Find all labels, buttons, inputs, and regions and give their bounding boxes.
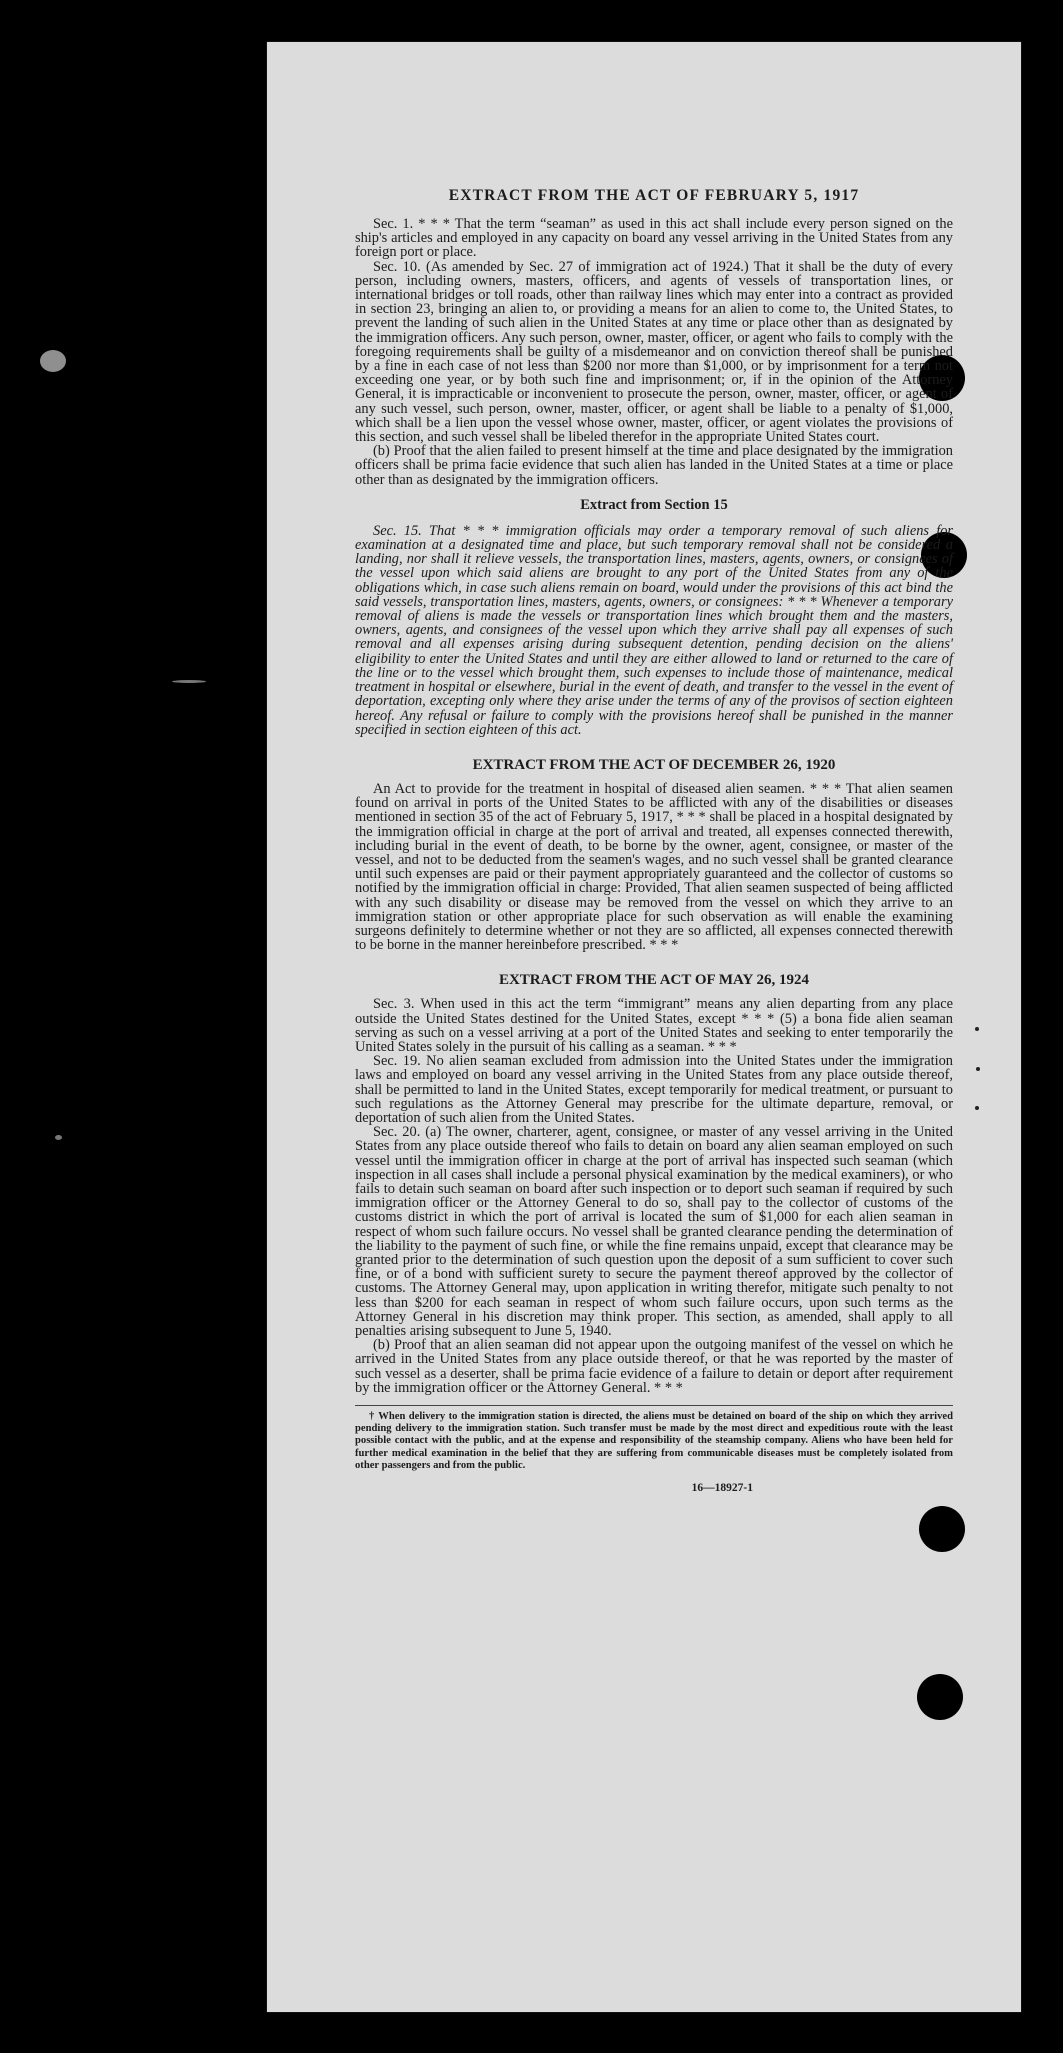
paragraph-1924-sec3: Sec. 3. When used in this act the term “immigrant” means any alien departing from any place outside the United States destined for the United States, except * * * (5) a bona fide alien seaman serving as such on a vessel arriving at a port of the United States and seeking to enter temporarily the United States solely in the pursuit of his calling as a seaman. * * * xyxy=(355,996,953,1055)
punch-hole xyxy=(919,1506,965,1552)
heading-section-15: Extract from Section 15 xyxy=(580,496,728,513)
punch-hole xyxy=(917,1674,963,1720)
footnote-divider xyxy=(355,1405,953,1406)
paragraph-1917-sec10: Sec. 10. (As amended by Sec. 27 of immigration act of 1924.) That it shall be the duty of every person, including owners, masters, officers, and agents of vessels of transportation lines, or international bridges or toll roads, other than railway lines which may enter into a contract as provided in section 23, bringing an alien to, or providing a means for an alien to come to, the United States, to prevent the landing of such alien in the United States at any time or place other than as designated by the immigration officers. Any such person, owner, master, officer, or agent who fails to comply with the foregoing requirements shall be guilty of a misdemeanor and on conviction thereof shall be punished by a fine in each case of not less than $200 nor more than $1,000, or by imprisonment for a term not exceeding one year, or by both such fine and imprisonment; or, if in the opinion of the Attorney General, it is impracticable or inconvenient to prosecute the person, owner, master, officer, or agent of any such vessel, such person, owner, master, officer, or agent shall be liable to a penalty of $1,000, which shall be a lien upon the vessel whose owner, master, officer, or agent violates the provisions of this section, and such vessel shall be libeled therefor in the appropriate United States court. xyxy=(355,258,953,446)
form-number: 16—18927-1 xyxy=(691,1482,753,1495)
paragraph-1917-sec1: Sec. 1. * * * That the term “seaman” as used in this act shall include every person signed on the ship's articles and employed in any capacity on board any vessel arriving in the United States from any foreign port or place. xyxy=(355,216,953,261)
heading-act-1920: EXTRACT FROM THE ACT OF DECEMBER 26, 1920 xyxy=(472,756,836,773)
document-body xyxy=(355,187,953,1494)
mark-dot xyxy=(976,1067,980,1071)
paragraph-1920: An Act to provide for the treatment in hospital of diseased alien seamen. * * * That alien seamen found on arrival in ports of the United States to be afflicted with any of the disabilities or diseases mentioned in section 35 of the act of February 5, 1917, * * * shall be placed in a hospital designated by the immigration official in charge at the port of arrival and treated, all expenses connected therewith, including burial in the event of death, to be borne by the owner, agent, consignee, or master of the vessel, and not to be deducted from the seamen's wages, and no such vessel shall be granted clearance until such expenses are paid or their payment appropriately guaranteed and the collector of customs so notified by the immigration official in charge: Provided, That alien seamen suspected of being afflicted with any such disability or disease may be removed from the vessel on which they arrive to an immigration station or other appropriate place for such observation as will enable the examining surgeons definitely to determine whether or not they are so afflicted, all expenses connected therewith to be borne in the manner hereinbefore prescribed. * * * xyxy=(355,780,953,954)
heading-act-1924: EXTRACT FROM THE ACT OF MAY 26, 1924 xyxy=(498,972,810,989)
paragraph-1924-sec19: Sec. 19. No alien seaman excluded from admission into the United States under the immigration laws and employed on board any vessel arriving in the United States from any place outside thereof, shall be permitted to land in the United States, except temporarily for medical treatment, or pursuant to such regulations as the Attorney General may prescribe for the ultimate departure, removal, or deportation of such alien from the United States. xyxy=(355,1053,953,1126)
document-page xyxy=(267,42,1021,2012)
paragraph-section-15: Sec. 15. That * * * immigration officials may order a temporary removal of such aliens for examination at a designated time and place, but such temporary removal shall not be considered a landing, nor shall it relieve vessels, the transportation lines, masters, agents, owners, or consignees of the vessel upon which said aliens are brought to any port of the United States from any of the obligations which, in case such aliens remain on board, would under the provisions of this act bind the said vessels, transportation lines, masters, agents, owners, or consignees: * * * Whenever a temporary removal of aliens is made the vessels or transportation lines which brought them and the masters, owners, agents, and consignees of the vessel upon which they arrive shall pay all expenses of such removal and all expenses arising during subsequent detention, pending decision on the aliens' eligibility to enter the United States and until they are either allowed to land or returned to the care of the line or to the vessel which brought them, such expenses to include those of maintenance, medical treatment in hospital or elsewhere, burial in the event of death, and transfer to the vessel in the event of deportation, excepting only where they arise under the terms of any of the provisos of section eighteen hereof. Any refusal or failure to comply with the provisions hereof shall be punished in the manner specified in section eighteen of this act. xyxy=(355,522,953,738)
scan-speck xyxy=(55,1135,62,1140)
mark-dot xyxy=(975,1106,979,1110)
paragraph-1924-sec20a: Sec. 20. (a) The owner, charterer, agent, consignee, or master of any vessel arriving in the United States from any place outside thereof who fails to detain on board any alien seaman employed on such vessel until the immigration officer in charge at the port of arrival has inspected such seaman (which inspection in all cases shall include a personal physical examination by the medical examiners), or who fails to detain such seaman on board after such inspection or to deport such seaman if required by such immigration officer or the Attorney General to do so, shall pay to the collector of customs of the customs district in which the port of arrival is located the sum of $1,000 for each alien seaman in respect of whom such failure occurs. No vessel shall be granted clearance pending the determination of the liability to the payment of such fine, or while the fine remains unpaid, except that clearance may be granted prior to the determination of such question upon the deposit of a sum sufficient to cover such fine, or of a bond with sufficient surety to secure the payment thereof approved by the collector of customs. The Attorney General may, upon application in writing therefor, mitigate such penalty to not less than $200 for each seaman in respect of whom such failure occurs, upon such terms as the Attorney General in his discretion may think proper. This section, as amended, shall apply to all penalties arising subsequent to June 5, 1940. xyxy=(355,1124,953,1340)
heading-act-1917: EXTRACT FROM THE ACT OF FEBRUARY 5, 1917 xyxy=(448,187,860,204)
paragraph-1924-sec20b: (b) Proof that an alien seaman did not appear upon the outgoing manifest of the vessel on which he arrived in the United States from any place outside thereof, or that he was reported by the master of such vessel as a deserter, shall be prima facie evidence of a failure to detain or deport after requirement by the immigration officer or the Attorney General. * * * xyxy=(355,1337,953,1396)
mark-dot xyxy=(975,1027,979,1031)
scan-speck xyxy=(172,680,206,683)
scan-speck xyxy=(40,350,66,372)
footnote: † When delivery to the immigration station is directed, the aliens must be detained on board of the ship on which they arrived pending delivery to the immigration station. Such transfer must be made by the most direct and expeditious route with the least possible contact with the public, and at the expense and responsibility of the steamship company. Aliens who have been held for further medical examination in the belief that they are suffering from communicable diseases must be completely isolated from other passengers and from the public. xyxy=(355,1411,953,1471)
paragraph-1917-sec10b: (b) Proof that the alien failed to present himself at the time and place designated by the immigration officers shall be prima facie evidence that such alien has landed in the United States at a time or place other than as designated by the immigration officers. xyxy=(355,443,953,488)
